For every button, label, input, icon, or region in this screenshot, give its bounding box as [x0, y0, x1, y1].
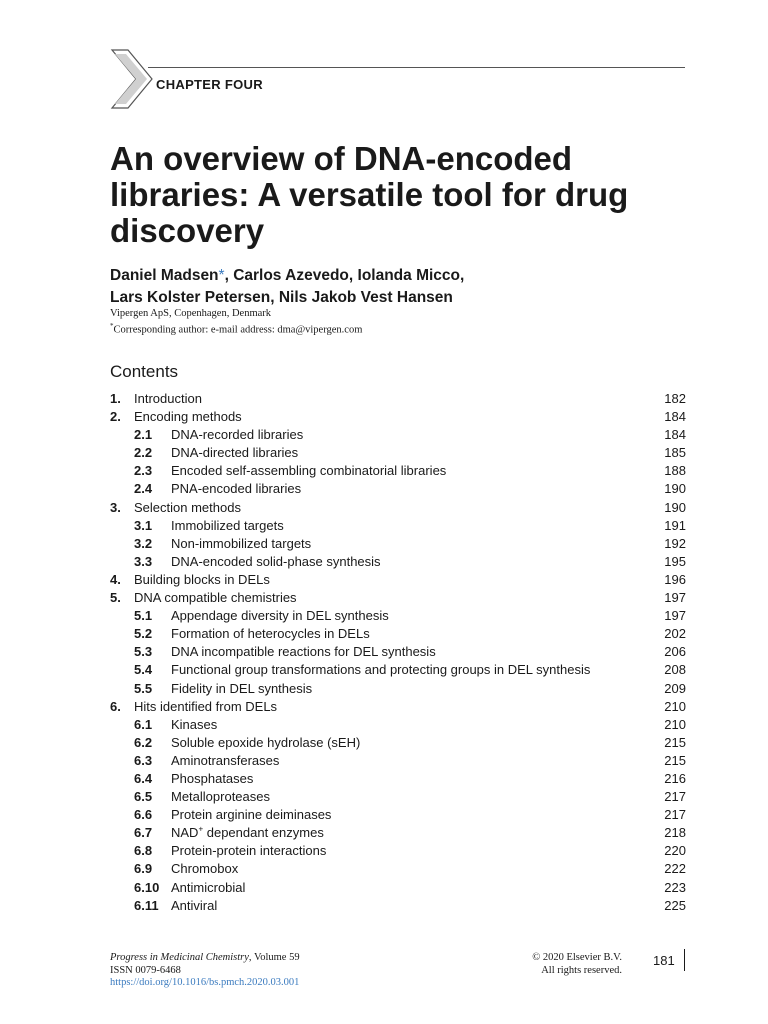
toc-entry-page: 185 — [664, 445, 686, 461]
contents-heading: Contents — [110, 362, 179, 381]
toc-entry-page: 216 — [664, 770, 686, 786]
toc-entry-number: 1. — [110, 391, 121, 406]
toc-entry[interactable] — [110, 680, 686, 698]
toc-entry-title[interactable]: Soluble epoxide hydrolase (sEH) — [171, 734, 361, 750]
toc-entry-number: 5.3 — [134, 644, 153, 660]
toc-entry-page: 188 — [664, 463, 686, 479]
toc-entry[interactable] — [110, 770, 686, 788]
footer-citation — [110, 952, 300, 990]
toc-entry-title[interactable]: Introduction — [134, 391, 202, 406]
toc-entry-number: 2.1 — [134, 427, 153, 443]
copyright: © 2020 Elsevier B.V. — [532, 952, 622, 963]
toc-entry-page: 223 — [664, 879, 686, 895]
toc-entry-title[interactable]: DNA-directed libraries — [171, 445, 299, 461]
toc-entry-title[interactable]: Protein arginine deiminases — [171, 807, 332, 823]
toc-entry-title[interactable]: DNA incompatible reactions for DEL synthesis — [171, 644, 436, 660]
toc-entry-number: 5.1 — [134, 608, 153, 624]
toc-entry-number: 5.5 — [134, 680, 153, 696]
header-rule — [148, 67, 685, 68]
toc-entry-page: 210 — [664, 698, 686, 714]
toc-entry-number: 3. — [110, 499, 121, 515]
toc-entry-number: 6.4 — [134, 770, 153, 786]
toc-entry-title[interactable]: Encoded self-assembling combinatorial libraries — [171, 463, 447, 479]
toc-entry[interactable] — [110, 517, 686, 535]
toc-entry-page: 209 — [664, 680, 686, 696]
toc-entry[interactable] — [110, 661, 686, 679]
toc-entry-title[interactable]: Immobilized targets — [171, 517, 284, 533]
corresponding-author: *Corresponding author: e-mail address: dma@vipergen.com — [110, 322, 363, 336]
toc-entry[interactable] — [110, 698, 686, 716]
toc-entry-title[interactable]: Appendage diversity in DEL synthesis — [171, 608, 389, 624]
toc-entry-page: 195 — [664, 553, 686, 569]
toc-entry[interactable] — [110, 879, 686, 897]
toc-entry[interactable] — [110, 444, 686, 462]
toc-entry-title[interactable]: Building blocks in DELs — [134, 571, 270, 587]
table-of-contents — [110, 390, 686, 915]
toc-entry[interactable] — [110, 625, 686, 643]
toc-entry-page: 217 — [664, 807, 686, 823]
toc-entry-page: 184 — [664, 427, 686, 443]
toc-entry[interactable] — [110, 897, 686, 915]
page-number: 181 — [653, 953, 675, 968]
toc-entry[interactable] — [110, 462, 686, 480]
journal-volume: , Volume 59 — [248, 952, 300, 963]
toc-entry-title[interactable]: Non-immobilized targets — [171, 535, 312, 551]
toc-entry-title[interactable]: Phosphatases — [171, 770, 254, 786]
toc-entry[interactable] — [110, 553, 686, 571]
toc-entry-number: 6.7 — [134, 825, 153, 841]
toc-entry-title[interactable]: Chromobox — [171, 861, 239, 877]
toc-entry[interactable] — [110, 842, 686, 860]
toc-entry-number: 6.9 — [134, 861, 153, 877]
toc-entry-number: 2.4 — [134, 481, 153, 497]
toc-entry-title[interactable]: DNA-recorded libraries — [171, 427, 304, 443]
toc-entry-page: 215 — [664, 734, 686, 750]
toc-entry[interactable] — [110, 806, 686, 824]
toc-entry-number: 3.2 — [134, 535, 153, 551]
toc-entry-page: 196 — [664, 571, 686, 587]
toc-entry[interactable] — [110, 788, 686, 806]
toc-entry[interactable] — [110, 643, 686, 661]
toc-entry-number: 6. — [110, 698, 121, 714]
corresponding-sup: * — [110, 322, 114, 330]
toc-entry-title[interactable]: Metalloproteases — [171, 789, 270, 805]
toc-entry-page: 197 — [664, 608, 686, 624]
page-number-rule — [684, 949, 685, 971]
rights: All rights reserved. — [541, 964, 622, 976]
toc-entry-page: 217 — [664, 789, 686, 805]
toc-entry[interactable] — [110, 824, 686, 842]
issn: ISSN 0079-6468 — [110, 964, 181, 976]
footer-copyright — [532, 952, 622, 977]
toc-entry-number: 6.3 — [134, 752, 153, 768]
toc-entry[interactable] — [110, 571, 686, 589]
toc-entry[interactable] — [110, 499, 686, 517]
toc-entry-page: 208 — [664, 662, 686, 678]
toc-entry-page: 190 — [664, 481, 686, 497]
toc-entry-title[interactable]: NAD+ dependant enzymes — [171, 824, 324, 841]
author-name[interactable]: Daniel Madsen — [110, 267, 219, 284]
author-names[interactable]: , Carlos Azevedo, Iolanda Micco, — [224, 267, 465, 284]
toc-entry-title[interactable]: Hits identified from DELs — [134, 698, 278, 714]
toc-entry-title[interactable]: Protein-protein interactions — [171, 843, 327, 859]
toc-entry-title[interactable]: Formation of heterocycles in DELs — [171, 626, 370, 642]
chapter-label: CHAPTER FOUR — [156, 77, 263, 92]
toc-entry-page: 215 — [664, 752, 686, 768]
toc-entry[interactable] — [110, 390, 686, 408]
toc-entry[interactable] — [110, 589, 686, 607]
toc-entry-number: 6.10 — [134, 879, 160, 895]
toc-entry-number: 6.2 — [134, 734, 153, 750]
toc-entry-page: 225 — [664, 897, 686, 913]
author-list — [110, 265, 670, 309]
toc-entry-number: 5.4 — [134, 662, 153, 678]
toc-entry[interactable] — [110, 752, 686, 770]
toc-entry-page: 191 — [664, 517, 686, 533]
toc-entry-page: 206 — [664, 644, 686, 660]
toc-entry-title[interactable]: Functional group transformations and protecting groups in DEL synthesis — [171, 662, 591, 678]
toc-entry-title[interactable]: Selection methods — [134, 499, 241, 515]
chapter-chevron-icon — [110, 48, 154, 110]
toc-entry-number: 5. — [110, 590, 121, 606]
toc-entry-number: 3.1 — [134, 517, 153, 533]
toc-entry-number: 3.3 — [134, 553, 153, 569]
toc-entry-page: 220 — [664, 843, 686, 859]
toc-entry-title[interactable]: DNA-encoded solid-phase synthesis — [171, 553, 381, 569]
toc-entry-number: 6.1 — [134, 716, 153, 732]
toc-entry-title[interactable]: Antimicrobial — [171, 879, 246, 895]
toc-entry-page: 192 — [664, 535, 686, 551]
toc-entry-title[interactable]: Aminotransferases — [171, 752, 280, 768]
affiliation-block — [110, 308, 362, 337]
toc-entry-title[interactable]: Antiviral — [171, 897, 218, 913]
toc-entry-page: 218 — [664, 825, 686, 841]
toc-entry[interactable] — [110, 408, 686, 426]
toc-entry[interactable] — [110, 535, 686, 553]
toc-entry-number: 2.3 — [134, 463, 153, 479]
affiliation: Vipergen ApS, Copenhagen, Denmark — [110, 308, 272, 319]
toc-entry-title[interactable]: DNA compatible chemistries — [134, 590, 297, 606]
toc-entry-page: 190 — [664, 499, 686, 515]
toc-entry[interactable] — [110, 426, 686, 444]
toc-entry-title[interactable]: Kinases — [171, 716, 218, 732]
journal-name: Progress in Medicinal Chemistry — [110, 952, 249, 963]
toc-entry[interactable] — [110, 480, 686, 498]
toc-entry-page: 184 — [664, 409, 686, 425]
toc-entry-number: 4. — [110, 571, 121, 587]
toc-entry-number: 6.6 — [134, 807, 153, 823]
toc-entry-page: 210 — [664, 716, 686, 732]
toc-entry-number: 6.8 — [134, 843, 153, 859]
toc-entry-page: 202 — [664, 626, 686, 642]
toc-entry-number: 6.5 — [134, 789, 153, 805]
toc-entry[interactable] — [110, 734, 686, 752]
toc-entry-title[interactable]: Fidelity in DEL synthesis — [171, 680, 313, 696]
corresponding-mark[interactable]: * — [218, 267, 225, 284]
toc-entry[interactable] — [110, 860, 686, 878]
toc-entry[interactable] — [110, 607, 686, 625]
toc-entry-title[interactable]: PNA-encoded libraries — [171, 481, 302, 497]
toc-entry-page: 222 — [664, 861, 686, 877]
toc-entry-number: 5.2 — [134, 626, 153, 642]
toc-entry-number: 2. — [110, 409, 121, 425]
article-title: An overview of DNA-encoded libraries: A versatile tool for drug discovery — [110, 140, 629, 249]
toc-entry[interactable] — [110, 716, 686, 734]
doi-link[interactable]: https://doi.org/10.1016/bs.pmch.2020.03.001 — [110, 977, 300, 988]
toc-entry-number: 6.11 — [134, 897, 159, 913]
author-names[interactable]: Lars Kolster Petersen, Nils Jakob Vest Hansen — [110, 289, 453, 306]
toc-entry-page: 197 — [664, 590, 686, 606]
toc-entry-page: 182 — [664, 391, 686, 406]
toc-entry-title[interactable]: Encoding methods — [134, 409, 242, 425]
toc-entry-number: 2.2 — [134, 445, 153, 461]
